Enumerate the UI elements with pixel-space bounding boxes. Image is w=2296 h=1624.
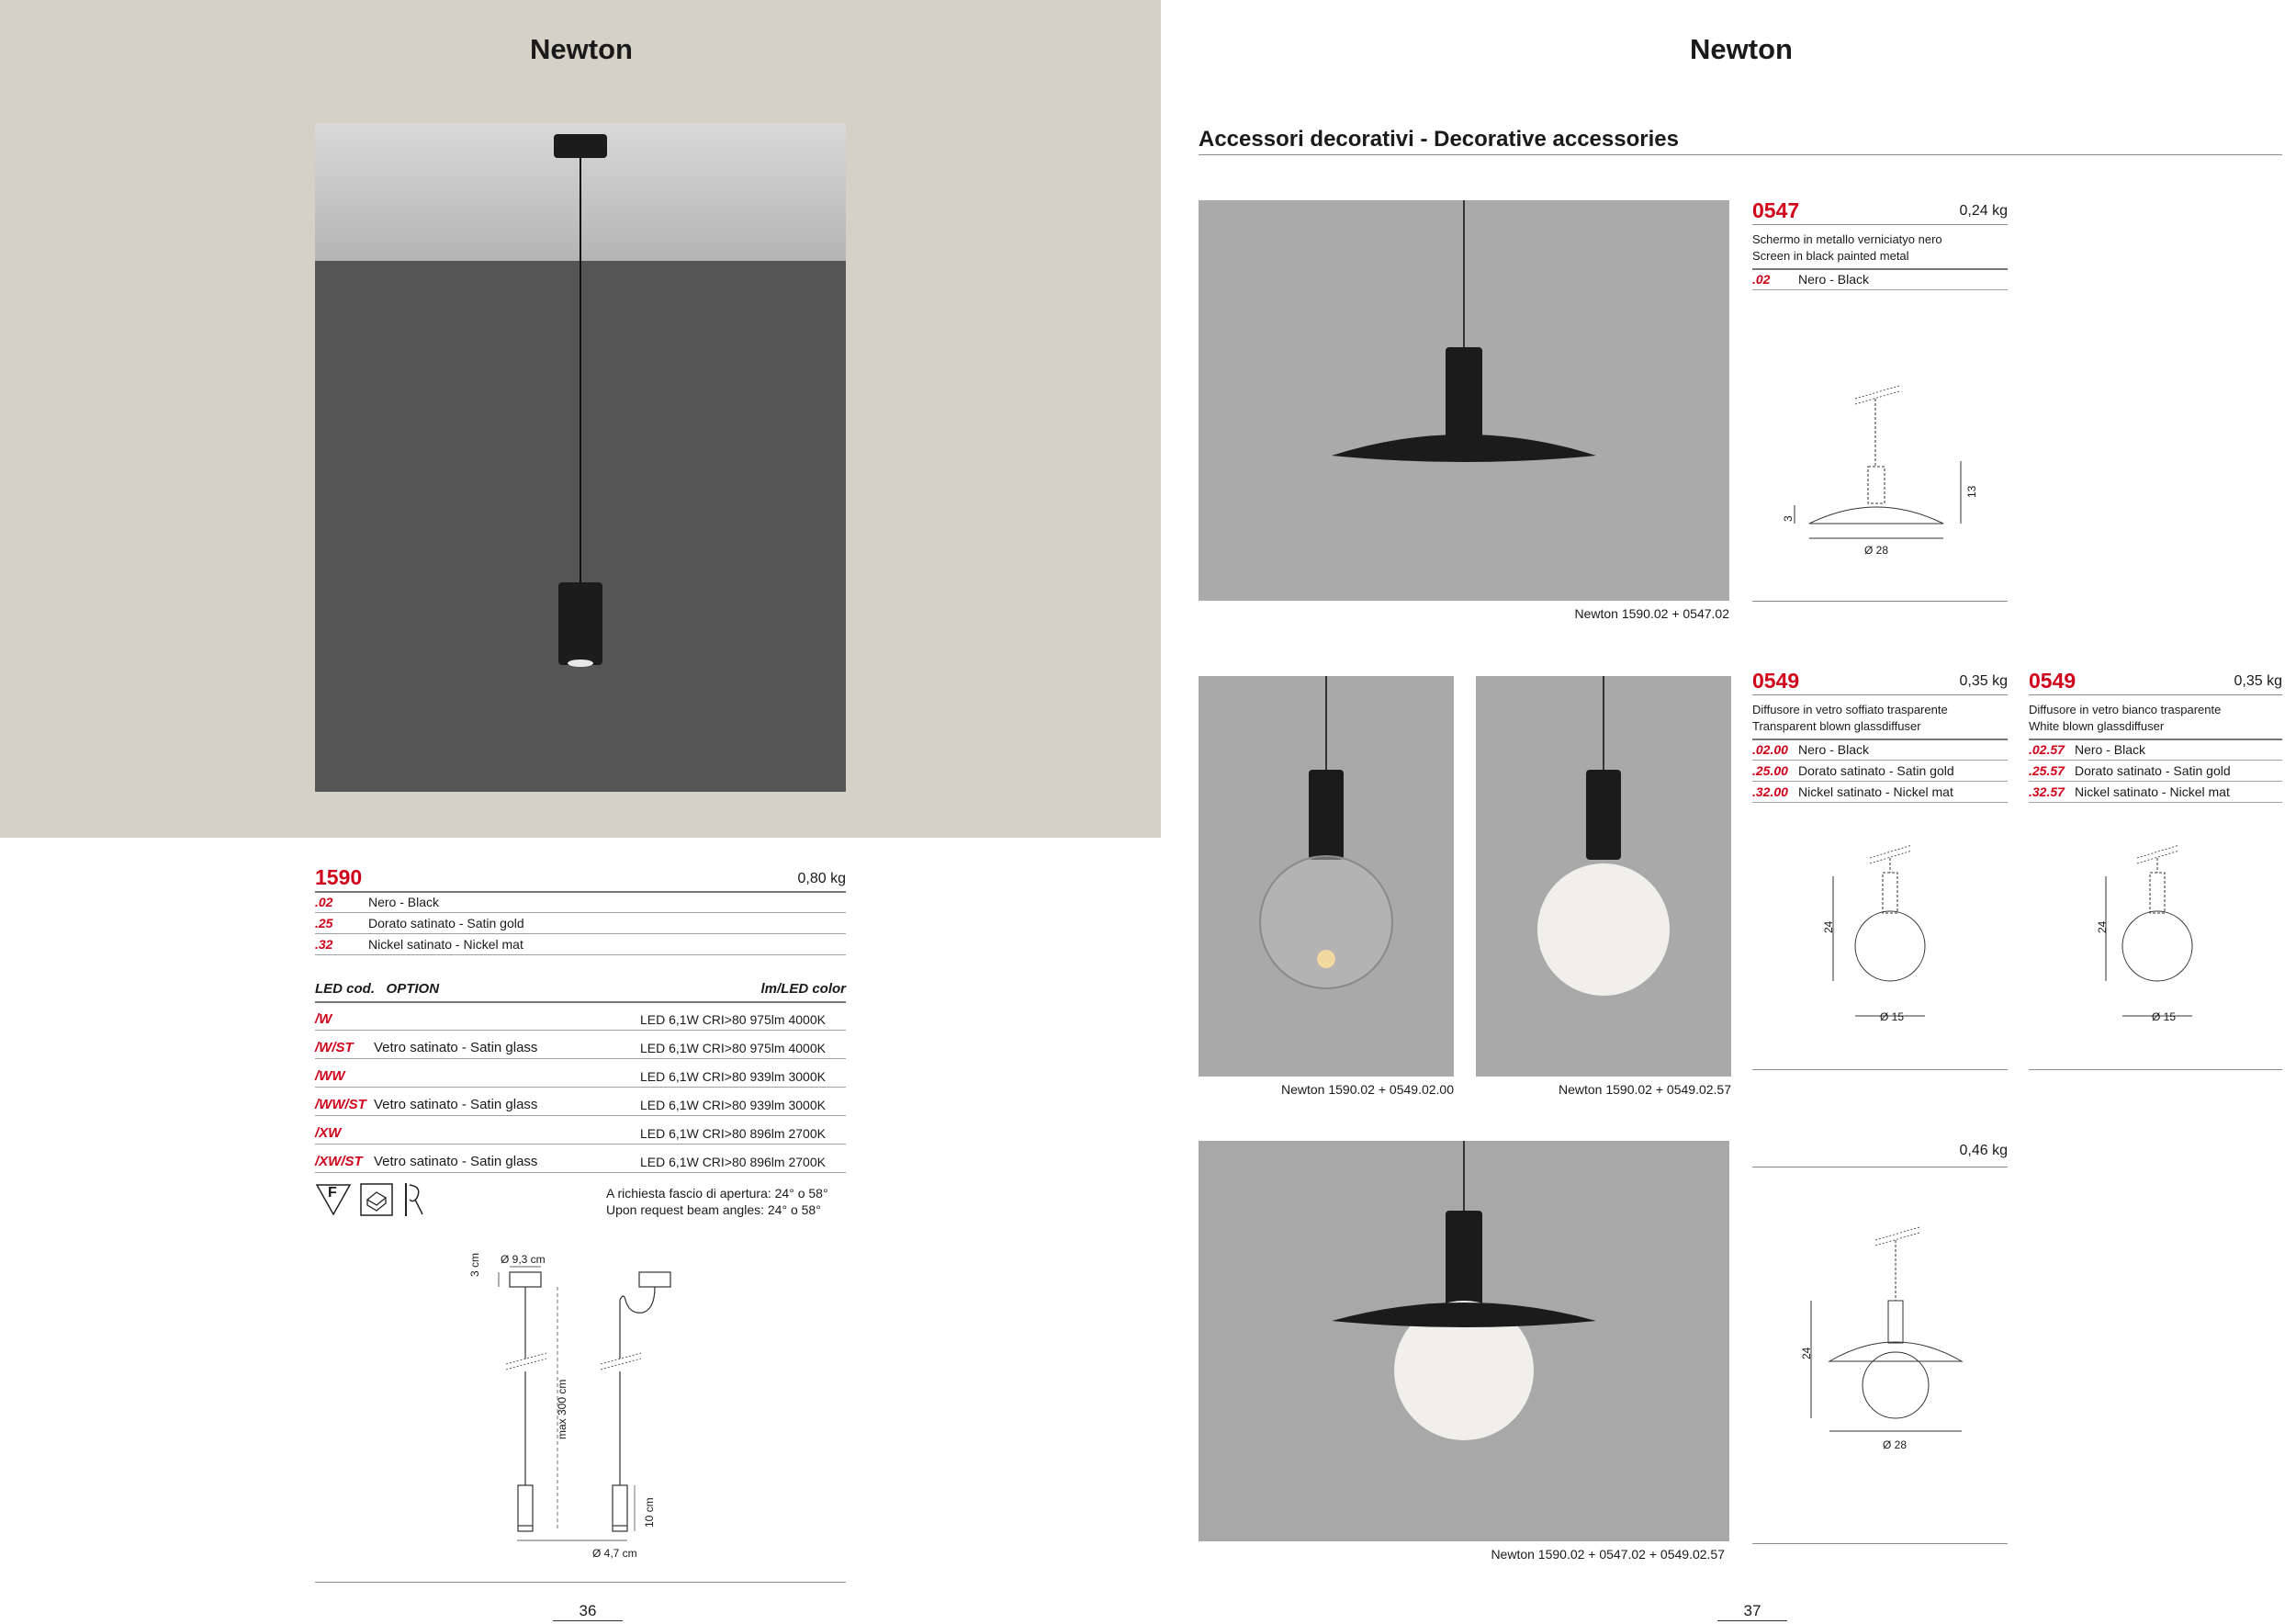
item-description: Diffusore in vetro soffiato trasparente Transparent blown glassdiffuser: [1752, 703, 1948, 733]
f-mark-icon: F: [315, 1183, 352, 1216]
dim-canopy-diameter: Ø 9,3 cm: [501, 1253, 546, 1266]
finish-row: .25.00 Dorato satinato - Satin gold: [1752, 761, 2008, 782]
product-code: 1590: [315, 865, 363, 889]
drawing-0549-white: [2029, 836, 2282, 1010]
item-description: Schermo in metallo verniciatyo nero Screen in black painted metal: [1752, 232, 1942, 263]
table-row: /XW LED 6,1W CRI>80 896lm 2700K: [315, 1116, 846, 1145]
finish-row: .32.00 Nickel satinato - Nickel mat: [1752, 782, 2008, 803]
finish-row: .02 Nero - Black: [1752, 269, 2008, 290]
dim-canopy-height: 3 cm: [468, 1252, 481, 1277]
dim-diameter: Ø 28: [1864, 544, 1889, 557]
bottom-divider: [315, 1582, 846, 1583]
dim-height: 24: [1800, 1347, 1813, 1359]
item-weight: 0,35 kg: [1959, 673, 2008, 689]
product-weight: 0,80 kg: [797, 871, 846, 886]
dim-body-diameter: Ø 4,7 cm: [592, 1547, 637, 1560]
finish-row: .25 Dorato satinato - Satin gold: [315, 913, 846, 934]
table-row: /WW LED 6,1W CRI>80 939lm 3000K: [315, 1059, 846, 1088]
table-row: /XW/ST Vetro satinato - Satin glass LED 6,1W CRI>80 896lm 2700K: [315, 1145, 846, 1173]
divider: [2029, 694, 2282, 695]
right-page-title: Newton: [1690, 33, 1793, 65]
divider: [1752, 1069, 2008, 1070]
dim-diameter: Ø 15: [2152, 1010, 2177, 1023]
finish-row: .02.00 Nero - Black: [1752, 739, 2008, 761]
table-row: /W LED 6,1W CRI>80 975lm 4000K: [315, 1002, 846, 1031]
photo-caption: Newton 1590.02 + 0547.02 + 0549.02.57: [1491, 1547, 1725, 1562]
item-code-0549: 0549: [2029, 669, 2077, 693]
item-weight: 0,35 kg: [2234, 673, 2282, 689]
finish-row: .32 Nickel satinato - Nickel mat: [315, 934, 846, 955]
divider: [1752, 694, 2008, 695]
dim-height: 24: [2096, 920, 2109, 933]
page-number-left: 36: [553, 1602, 623, 1621]
photo-newton-0547: [1199, 200, 1729, 601]
item-description: Diffusore in vetro bianco trasparente White blown glassdiffuser: [2029, 703, 2222, 733]
divider: [1752, 224, 2008, 225]
finish-list: [1752, 269, 2008, 290]
product-photo-1590: [315, 123, 846, 792]
dim-max-length: max 300 cm: [556, 1379, 568, 1439]
finish-row: .25.57 Dorato satinato - Satin gold: [2029, 761, 2282, 782]
item-weight: 0,46 kg: [1959, 1143, 2008, 1158]
divider: [1752, 1543, 2008, 1544]
section-divider: [1199, 154, 2282, 155]
dim-height-total: 13: [1965, 485, 1978, 498]
item-code-0549: 0549: [1752, 669, 1800, 693]
technical-drawing-1590: [473, 1245, 748, 1557]
drawing-0547-0549: [1752, 1212, 2008, 1451]
left-page-title: Newton: [530, 33, 633, 65]
finish-row: .32.57 Nickel satinato - Nickel mat: [2029, 782, 2282, 803]
drawing-0547: [1752, 377, 2008, 551]
dim-height-small: 3: [1782, 515, 1795, 522]
finish-list: [315, 892, 846, 955]
photo-newton-0549-white: [1476, 676, 1731, 1077]
dim-diameter: Ø 15: [1880, 1010, 1905, 1023]
finish-list: [1752, 739, 2008, 803]
divider: [2029, 1069, 2282, 1070]
photo-newton-0547-0549: [1199, 1141, 1729, 1541]
beam-note: A richiesta fascio di apertura: 24° o 58° Upon request beam angles: 24° o 58°: [606, 1186, 828, 1217]
photo-caption: Newton 1590.02 + 0549.02.57: [1559, 1082, 1731, 1097]
led-table-header: LED cod. OPTION lm/LED color: [315, 981, 846, 997]
finish-list: [2029, 739, 2282, 803]
photo-caption: Newton 1590.02 + 0549.02.00: [1281, 1082, 1454, 1097]
item-code-0547: 0547: [1752, 198, 1800, 222]
dim-diameter: Ø 28: [1883, 1438, 1908, 1451]
item-weight: 0,24 kg: [1959, 203, 2008, 219]
photo-newton-0549-transparent: [1199, 676, 1454, 1077]
divider: [1752, 601, 2008, 602]
drawing-0549-transparent: [1752, 836, 2008, 1010]
led-table: [315, 1002, 846, 1173]
dim-body-height: 10 cm: [643, 1497, 656, 1528]
table-row: /W/ST Vetro satinato - Satin glass LED 6,1W CRI>80 975lm 4000K: [315, 1031, 846, 1059]
adjustable-fixture-icon: [402, 1181, 426, 1218]
box-install-icon: [360, 1183, 393, 1216]
photo-caption: Newton 1590.02 + 0547.02: [1574, 606, 1729, 621]
section-heading: Accessori decorativi - Decorative accessories: [1199, 127, 1679, 152]
table-row: /WW/ST Vetro satinato - Satin glass LED 6,1W CRI>80 939lm 3000K: [315, 1088, 846, 1116]
finish-row: .02 Nero - Black: [315, 892, 846, 913]
dim-height: 24: [1822, 920, 1835, 933]
finish-row: .02.57 Nero - Black: [2029, 739, 2282, 761]
page-number-right: 37: [1717, 1602, 1787, 1621]
